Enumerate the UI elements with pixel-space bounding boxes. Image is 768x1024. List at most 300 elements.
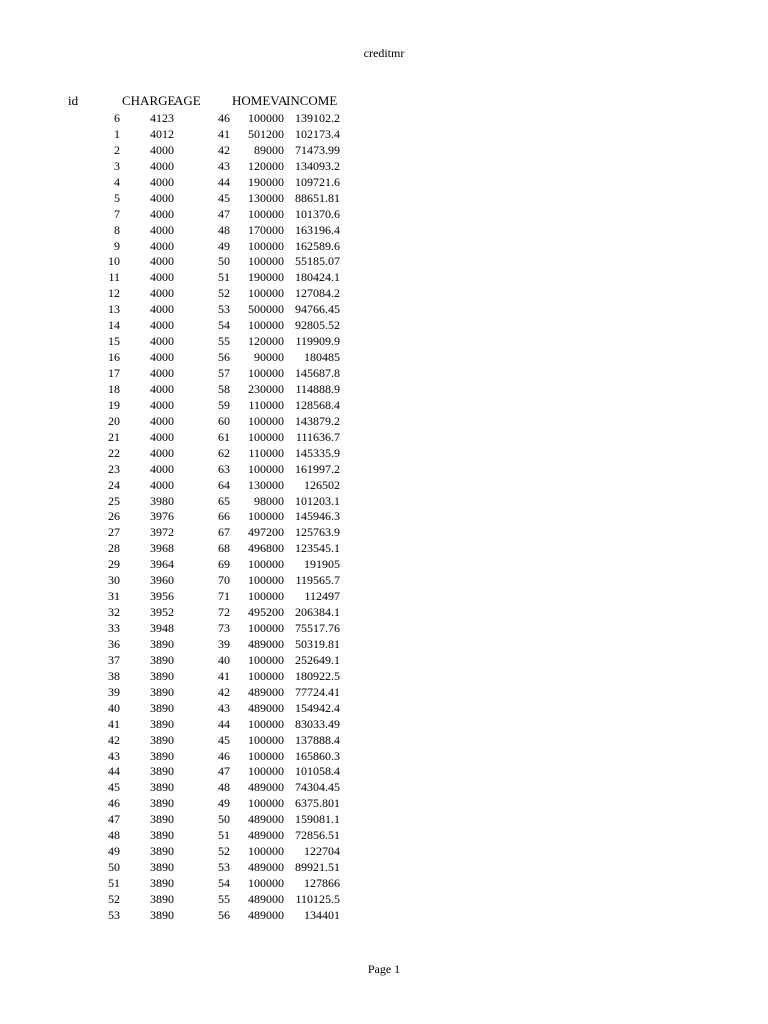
cell-charge: 4000 [150,350,174,365]
table-row [0,700,400,716]
cell-income: 191905 [304,557,340,572]
cell-homeva: 100000 [248,652,284,667]
cell-homeva: 100000 [248,621,284,635]
cell-age: 49 [218,796,230,811]
cell-income: 165860.3 [295,748,340,763]
cell-id: 29 [108,557,120,572]
cell-charge: 3952 [150,605,174,620]
cell-age: 50 [218,812,230,827]
cell-homeva: 130000 [248,190,284,205]
table-row [0,668,400,684]
cell-charge: 4000 [150,238,174,253]
cell-homeva: 110000 [248,445,284,460]
table-row [0,142,400,158]
table-row [0,540,400,556]
cell-id: 27 [108,525,120,540]
cell-charge: 3972 [150,525,174,540]
table-row [0,238,400,254]
cell-homeva: 489000 [248,891,284,906]
table-row [0,907,400,923]
cell-income: 119565.7 [295,573,340,588]
cell-homeva: 496800 [248,541,284,556]
cell-age: 54 [218,876,230,890]
cell-charge: 4123 [150,111,174,125]
cell-age: 60 [218,413,230,428]
cell-income: 145946.3 [295,509,340,524]
cell-charge: 3890 [150,748,174,763]
cell-charge: 3890 [150,652,174,667]
page-title: creditmr [363,46,405,60]
cell-id: 12 [108,286,120,301]
cell-homeva: 100000 [248,668,284,683]
cell-income: 180424.1 [295,270,340,285]
cell-age: 46 [218,748,230,763]
table-row [0,477,400,493]
cell-charge: 4000 [150,286,174,301]
table-row [0,190,400,206]
cell-income: 111636.7 [295,429,340,444]
cell-age: 47 [218,206,230,221]
cell-age: 71 [218,589,230,604]
cell-age: 49 [218,238,230,253]
cell-charge: 3890 [150,780,174,795]
cell-income: 145687.8 [295,366,340,380]
cell-income: 75517.76 [295,621,340,635]
cell-id: 49 [108,844,120,859]
cell-income: 180922.5 [295,668,340,683]
cell-charge: 3890 [150,732,174,747]
table-row [0,748,400,764]
cell-homeva: 489000 [248,812,284,827]
table-row [0,174,400,190]
table-row [0,285,400,301]
cell-charge: 4000 [150,397,174,412]
cell-age: 61 [218,429,230,444]
table-row [0,604,400,620]
cell-homeva: 100000 [248,732,284,747]
data-table-body [0,110,400,923]
page-number: Page 1 [367,962,401,976]
cell-income: 6375.801 [295,796,340,811]
cell-age: 45 [218,732,230,747]
cell-id: 33 [108,621,120,635]
cell-income: 137888.4 [295,732,340,747]
cell-charge: 3890 [150,700,174,715]
cell-income: 126502 [304,477,340,492]
cell-charge: 4000 [150,142,174,157]
cell-id: 40 [108,700,120,715]
column-header-income: INCOME [286,93,338,108]
cell-id: 24 [108,477,120,492]
cell-income: 145335.9 [295,445,340,460]
table-row [0,811,400,827]
cell-homeva: 489000 [248,860,284,875]
cell-charge: 3890 [150,668,174,683]
cell-homeva: 100000 [248,429,284,444]
cell-income: 50319.81 [295,636,340,651]
table-row [0,110,400,126]
cell-homeva: 100000 [248,589,284,604]
cell-id: 42 [108,732,120,747]
cell-homeva: 190000 [248,174,284,189]
cell-income: 162589.6 [295,238,340,253]
cell-charge: 3956 [150,589,174,604]
cell-income: 180485 [304,350,340,365]
table-row [0,381,400,397]
cell-charge: 4000 [150,429,174,444]
table-row [0,333,400,349]
cell-charge: 3890 [150,684,174,699]
cell-income: 101370.6 [295,206,340,221]
cell-id: 32 [108,605,120,620]
cell-charge: 3968 [150,541,174,556]
cell-charge: 3976 [150,509,174,524]
table-row [0,301,400,317]
cell-id: 15 [108,334,120,349]
cell-age: 40 [218,652,230,667]
cell-age: 56 [218,350,230,365]
cell-id: 20 [108,413,120,428]
cell-id: 8 [114,222,120,237]
cell-homeva: 100000 [248,764,284,779]
cell-homeva: 100000 [248,573,284,588]
table-row [0,891,400,907]
cell-homeva: 90000 [254,350,284,365]
cell-age: 64 [218,477,230,492]
cell-income: 102173.4 [295,126,340,141]
cell-id: 2 [114,142,120,157]
cell-id: 26 [108,509,120,524]
column-header-homeva: HOMEVA [232,93,288,108]
cell-id: 47 [108,812,120,827]
cell-id: 36 [108,636,120,651]
cell-charge: 4000 [150,413,174,428]
table-row [0,620,400,636]
cell-id: 3 [114,158,120,173]
cell-id: 4 [114,174,120,189]
cell-age: 48 [218,780,230,795]
cell-homeva: 100000 [248,876,284,890]
cell-age: 73 [218,621,230,635]
cell-homeva: 497200 [248,525,284,540]
cell-charge: 4000 [150,254,174,269]
cell-homeva: 100000 [248,844,284,859]
cell-income: 92805.52 [295,318,340,333]
cell-age: 58 [218,381,230,396]
cell-age: 54 [218,318,230,333]
cell-charge: 4000 [150,190,174,205]
table-row [0,652,400,668]
cell-homeva: 100000 [248,286,284,301]
cell-income: 55185.07 [295,254,340,269]
cell-charge: 3890 [150,812,174,827]
cell-age: 52 [218,844,230,859]
cell-id: 41 [108,716,120,731]
cell-charge: 3980 [150,493,174,508]
cell-id: 23 [108,461,120,476]
cell-id: 44 [108,764,120,779]
table-row [0,875,400,891]
cell-income: 114888.9 [295,381,340,396]
cell-id: 48 [108,828,120,843]
cell-charge: 3890 [150,876,174,890]
cell-income: 71473.99 [295,142,340,157]
cell-age: 47 [218,764,230,779]
cell-charge: 4000 [150,302,174,317]
cell-id: 7 [114,206,120,221]
cell-age: 55 [218,334,230,349]
column-header-age: AGE [174,93,201,108]
cell-id: 16 [108,350,120,365]
cell-id: 39 [108,684,120,699]
table-row [0,763,400,779]
cell-age: 69 [218,557,230,572]
cell-id: 38 [108,668,120,683]
cell-charge: 4000 [150,366,174,380]
cell-homeva: 89000 [254,142,284,157]
table-row [0,413,400,429]
cell-income: 134093.2 [295,158,340,173]
table-row [0,397,400,413]
cell-id: 25 [108,493,120,508]
table-row [0,859,400,875]
cell-age: 68 [218,541,230,556]
cell-age: 41 [218,668,230,683]
cell-age: 55 [218,891,230,906]
cell-id: 46 [108,796,120,811]
table-row [0,126,400,142]
cell-income: 109721.6 [295,174,340,189]
cell-age: 39 [218,636,230,651]
column-header-charge: CHARGE [122,93,176,108]
cell-age: 72 [218,605,230,620]
cell-age: 56 [218,907,230,922]
cell-age: 44 [218,174,230,189]
table-row [0,779,400,795]
cell-income: 122704 [304,844,340,859]
cell-id: 13 [108,302,120,317]
table-row [0,253,400,269]
cell-income: 94766.45 [295,302,340,317]
cell-income: 139102.2 [295,111,340,125]
cell-age: 65 [218,493,230,508]
cell-id: 9 [114,238,120,253]
cell-id: 6 [114,111,120,125]
cell-charge: 4000 [150,461,174,476]
cell-homeva: 100000 [248,461,284,476]
cell-charge: 3890 [150,828,174,843]
cell-income: 89921.51 [295,860,340,875]
cell-charge: 4000 [150,158,174,173]
table-row [0,524,400,540]
cell-charge: 3890 [150,907,174,922]
cell-homeva: 495200 [248,605,284,620]
cell-homeva: 489000 [248,907,284,922]
cell-income: 127084.2 [295,286,340,301]
table-header-row [0,93,400,109]
cell-charge: 3890 [150,891,174,906]
cell-id: 5 [114,190,120,205]
cell-homeva: 100000 [248,748,284,763]
cell-income: 88651.81 [295,190,340,205]
cell-homeva: 110000 [248,397,284,412]
cell-homeva: 120000 [248,158,284,173]
cell-id: 52 [108,891,120,906]
cell-age: 50 [218,254,230,269]
cell-charge: 3890 [150,860,174,875]
table-row [0,684,400,700]
table-row [0,795,400,811]
cell-income: 112497 [304,589,340,604]
table-row [0,508,400,524]
cell-income: 74304.45 [295,780,340,795]
cell-charge: 3964 [150,557,174,572]
table-row [0,269,400,285]
cell-homeva: 501200 [248,126,284,141]
cell-homeva: 100000 [248,413,284,428]
cell-age: 42 [218,142,230,157]
cell-income: 143879.2 [295,413,340,428]
cell-id: 22 [108,445,120,460]
cell-charge: 4000 [150,206,174,221]
cell-id: 10 [108,254,120,269]
cell-id: 1 [114,126,120,141]
cell-income: 163196.4 [295,222,340,237]
cell-id: 53 [108,907,120,922]
cell-charge: 3890 [150,636,174,651]
cell-age: 43 [218,700,230,715]
cell-homeva: 489000 [248,684,284,699]
table-row [0,843,400,859]
cell-charge: 3890 [150,716,174,731]
cell-homeva: 120000 [248,334,284,349]
table-row [0,732,400,748]
table-row [0,317,400,333]
cell-income: 128568.4 [295,397,340,412]
cell-age: 48 [218,222,230,237]
cell-id: 14 [108,318,120,333]
cell-charge: 4000 [150,334,174,349]
cell-age: 59 [218,397,230,412]
cell-homeva: 100000 [248,796,284,811]
cell-age: 67 [218,525,230,540]
cell-age: 62 [218,445,230,460]
cell-homeva: 489000 [248,636,284,651]
cell-income: 110125.5 [295,891,340,906]
cell-id: 30 [108,573,120,588]
cell-income: 154942.4 [295,700,340,715]
cell-homeva: 190000 [248,270,284,285]
cell-homeva: 489000 [248,828,284,843]
cell-income: 83033.49 [295,716,340,731]
table-row [0,572,400,588]
cell-income: 77724.41 [295,684,340,699]
cell-age: 70 [218,573,230,588]
cell-id: 28 [108,541,120,556]
cell-income: 206384.1 [295,605,340,620]
cell-id: 37 [108,652,120,667]
cell-income: 101203.1 [295,493,340,508]
table-row [0,365,400,381]
cell-charge: 3890 [150,764,174,779]
cell-charge: 4000 [150,222,174,237]
cell-homeva: 100000 [248,111,284,125]
cell-homeva: 100000 [248,366,284,380]
cell-income: 101058.4 [295,764,340,779]
cell-income: 134401 [304,907,340,922]
cell-income: 127866 [304,876,340,890]
table-row [0,493,400,509]
cell-id: 50 [108,860,120,875]
cell-age: 51 [218,828,230,843]
cell-homeva: 100000 [248,238,284,253]
table-row [0,588,400,604]
cell-age: 44 [218,716,230,731]
cell-charge: 3890 [150,796,174,811]
cell-id: 18 [108,381,120,396]
cell-age: 45 [218,190,230,205]
cell-id: 21 [108,429,120,444]
cell-age: 63 [218,461,230,476]
cell-homeva: 100000 [248,509,284,524]
cell-homeva: 230000 [248,381,284,396]
cell-homeva: 100000 [248,716,284,731]
table-row [0,556,400,572]
table-row [0,158,400,174]
cell-income: 159081.1 [295,812,340,827]
cell-charge: 4012 [150,126,174,141]
cell-age: 52 [218,286,230,301]
cell-age: 43 [218,158,230,173]
table-row [0,222,400,238]
cell-age: 51 [218,270,230,285]
cell-charge: 4000 [150,477,174,492]
cell-id: 51 [108,876,120,890]
cell-charge: 4000 [150,381,174,396]
table-row [0,636,400,652]
table-row [0,445,400,461]
cell-homeva: 100000 [248,206,284,221]
cell-id: 17 [108,366,120,380]
cell-homeva: 170000 [248,222,284,237]
cell-age: 66 [218,509,230,524]
table-row [0,827,400,843]
table-row [0,206,400,222]
cell-charge: 4000 [150,318,174,333]
cell-id: 19 [108,397,120,412]
cell-age: 53 [218,860,230,875]
cell-charge: 3960 [150,573,174,588]
cell-id: 11 [108,270,120,285]
cell-age: 42 [218,684,230,699]
cell-homeva: 489000 [248,780,284,795]
cell-charge: 3948 [150,621,174,635]
cell-age: 53 [218,302,230,317]
cell-id: 45 [108,780,120,795]
cell-income: 123545.1 [295,541,340,556]
cell-age: 57 [218,366,230,380]
cell-id: 43 [108,748,120,763]
cell-charge: 4000 [150,445,174,460]
cell-income: 161997.2 [295,461,340,476]
cell-income: 252649.1 [295,652,340,667]
cell-charge: 3890 [150,844,174,859]
table-row [0,461,400,477]
cell-homeva: 489000 [248,700,284,715]
cell-id: 31 [108,589,120,604]
cell-homeva: 100000 [248,318,284,333]
cell-homeva: 100000 [248,557,284,572]
